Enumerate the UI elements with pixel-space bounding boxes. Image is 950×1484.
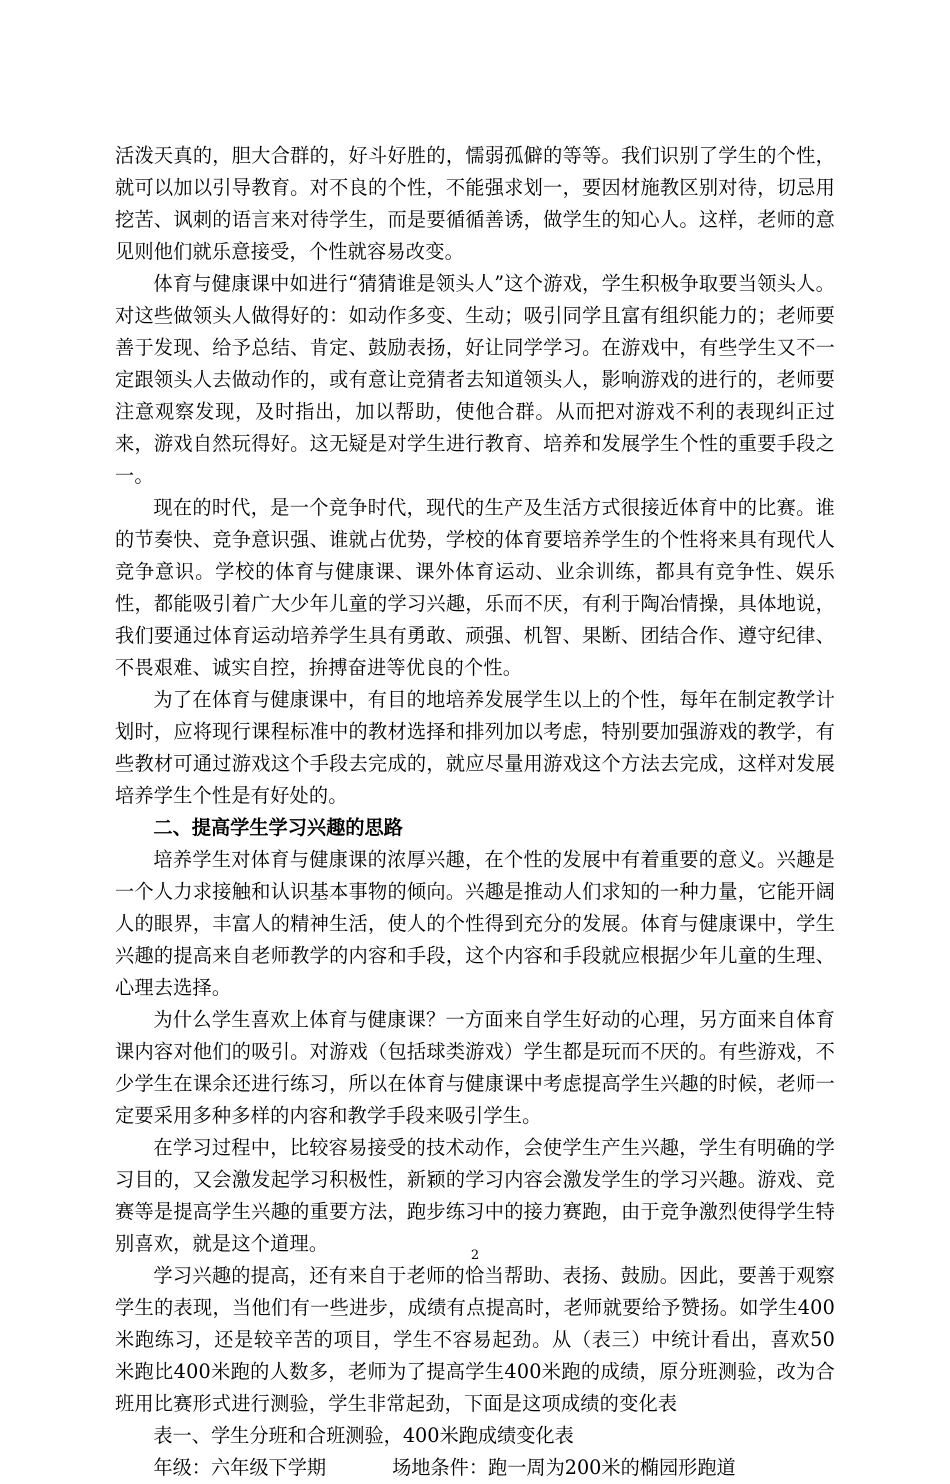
paragraph-learning-process: 在学习过程中，比较容易接受的技术动作，会使学生产生兴趣，学生有明确的学习目的，又会激发起学习积极性，新颖的学习内容会激发学生的学习兴趣。游戏、竞赛等是提高学生兴趣的重要方法，跑步练习中的接力赛跑，由于竞争激烈使得学生特别喜欢，就是这个道理。 xyxy=(115,1136,835,1255)
paragraph-teaching-plan: 为了在体育与健康课中，有目的地培养发展学生以上的个性，每年在制定教学计划时，应将现行课程标准中的教材选择和排列加以考虑，特别要加强游戏的教学，有些教材可通过游戏这个手段去完成的，就应尽量用游戏这个方法去完成，这样对发展培养学生个性是有好处的。 xyxy=(115,688,835,807)
paragraph-interest-importance: 培养学生对体育与健康课的浓厚兴趣，在个性的发展中有着重要的意义。兴趣是一个人力求接触和认识基本事物的倾向。兴趣是推动人们求知的一种力量，它能开阔人的眼界，丰富人的精神生活，使人的个性得到充分的发展。体育与健康课中，学生兴趣的提高来自老师教学的内容和手段，这个内容和手段就应根据少年儿童的生理、心理去选择。 xyxy=(115,848,835,999)
venue-label: 场地条件：跑一周为200米的椭园形跑道 xyxy=(392,1456,736,1479)
grade-label: 年级：六年级下学期 xyxy=(153,1456,327,1479)
table-caption: 表一、学生分班和合班测验，400米跑成绩变化表 xyxy=(153,1424,574,1447)
paragraph-leader-game: 体育与健康课中如进行“猜猜谁是领头人”这个游戏，学生积极争取要当领头人。对这些做领头人做得好的：如动作多变、生动；吸引同学且富有组织能力的；老师要善于发现、给予总结、肯定、鼓励表扬，好让同学学习。在游戏中，有些学生又不一定跟领头人去做动作的，或有意让竞猜者去知道领头人，影响游戏的进行的，老师要注意观察发现，及时指出，加以帮助，使他合群。从而把对游戏不利的表现纠正过来，游戏自然玩得好。这无疑是对学生进行教育、培养和发展学生个性的重要手段之一。 xyxy=(115,272,835,487)
section-heading: 二、提高学生学习兴趣的思路 xyxy=(153,816,403,839)
paragraph-praise-encouragement: 学习兴趣的提高，还有来自于老师的恰当帮助、表扬、鼓励。因此，要善于观察学生的表现，当他们有一些进步，成绩有点提高时，老师就要给予赞扬。如学生400米跑练习，还是较辛苦的项目，学生不容易起劲。从（表三）中统计看出，喜欢50米跑比400米跑的人数多，老师为了提高学生400米跑的成绩，原分班测验，改为合班用比赛形式进行测验，学生非常起劲，下面是这项成绩的变化表 xyxy=(115,1264,835,1415)
page-number: 2 xyxy=(470,1248,480,1263)
document-body xyxy=(115,140,835,1484)
paragraph-personality-types: 活泼天真的，胆大合群的，好斗好胜的，懦弱孤僻的等等。我们识别了学生的个性，就可以加以引导教育。对不良的个性，不能强求划一，要因材施教区别对待，切忌用挖苦、讽刺的语言来对待学生，而是要循循善诱，做学生的知心人。这样，老师的意见则他们就乐意接受，个性就容易改变。 xyxy=(115,144,835,263)
paragraph-why-students-like: 为什么学生喜欢上体育与健康课？一方面来自学生好动的心理，另方面来自体育课内容对他们的吸引。对游戏（包括球类游戏）学生都是玩而不厌的。有些游戏，不少学生在课余还进行练习，所以在体育与健康课中考虑提高学生兴趣的时候，老师一定要采用多种多样的内容和教学手段来吸引学生。 xyxy=(115,1008,835,1127)
paragraph-competition-era: 现在的时代，是一个竞争时代，现代的生产及生活方式很接近体育中的比赛。谁的节奏快、竞争意识强、谁就占优势，学校的体育要培养学生的个性将来具有现代人竞争意识。学校的体育与健康课、课外体育运动、业余训练，都具有竞争性、娱乐性，都能吸引着广大少年儿童的学习兴趣，乐而不厌，有利于陶冶情操，具体地说，我们要通过体育运动培养学生具有勇敢、顽强、机智、果断、团结合作、遵守纪律、不畏艰难、诚实自控，拚搏奋进等优良的个性。 xyxy=(115,496,835,679)
grade-venue-line xyxy=(115,1452,835,1484)
